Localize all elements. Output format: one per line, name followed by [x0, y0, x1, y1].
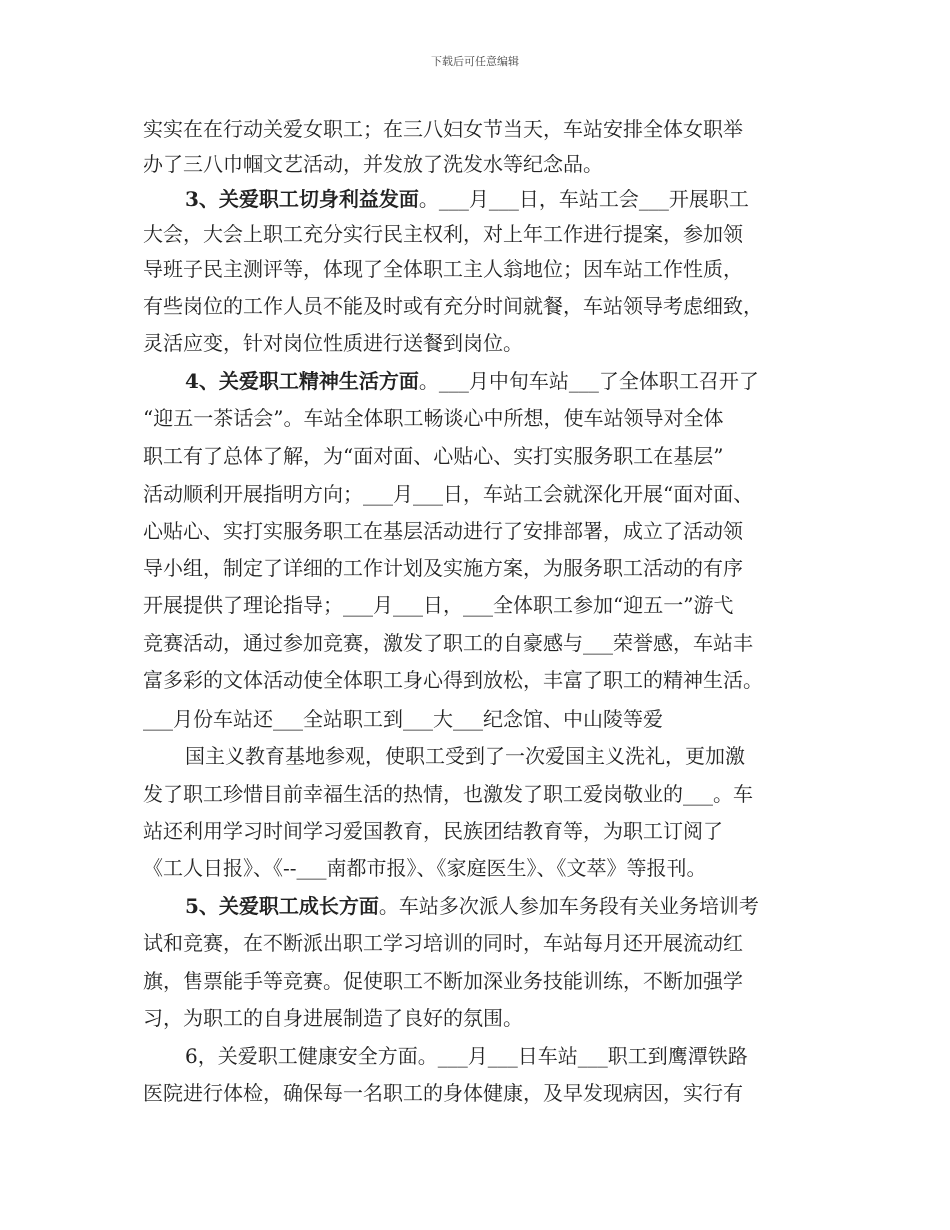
line-text: 旗，售票能手等竞赛。促使职工不断加深业务技能训练，不断加强学: [143, 969, 743, 993]
text-line: [185, 369, 759, 393]
line-text: 《工人日报》、《--___南都市报》、《家庭医生》、《文萃》等报刊。: [143, 856, 707, 880]
text-line: [143, 782, 753, 806]
line-text: 职工有了总体了解，为“面对面、心贴心、实打实服务职工在基层”: [143, 444, 724, 468]
line-text: 有些岗位的工作人员不能及时或有充分时间就餐，车站领导考虑细致，: [143, 294, 763, 318]
line-text: ___月份车站还___全站职工到___大___纪念馆、中山陵等爱: [143, 707, 663, 731]
line-text: 开展提供了理论指导；___月___日，___全体职工参加“迎五一”游弋: [143, 593, 734, 617]
line-text: “迎五一茶话会”。车站全体职工畅谈心中所想，使车站领导对全体: [143, 406, 724, 430]
text-line: [143, 556, 743, 580]
bold-lead: 5、关爱职工成长方面: [185, 894, 379, 918]
line-text: 灵活应变，针对岗位性质进行送餐到岗位。: [143, 331, 523, 355]
text-line: [143, 631, 753, 655]
line-text: 站还利用学习时间学习爱国教育，民族团结教育等，为职工订阅了: [143, 819, 723, 843]
line-text: 习，为职工的自身进展制造了良好的氛围。: [143, 1006, 523, 1030]
line-text: 。车站多次派人参加车务段有关业务培训考: [378, 894, 759, 918]
line-text: 竞赛活动，通过参加竞赛，激发了职工的自豪感与___荣誉感，车站丰: [143, 631, 753, 655]
text-line: [143, 519, 743, 543]
text-line: [143, 819, 723, 843]
text-line: [143, 707, 663, 731]
text-line: [143, 117, 743, 141]
line-text: 发了职工珍惜目前幸福生活的热情，也激发了职工爱岗敬业的___。车: [143, 782, 753, 806]
text-line: [143, 222, 743, 246]
line-text: 国主义教育基地参观，使职工受到了一次爱国主义洗礼，更加激: [185, 744, 745, 768]
text-line: [185, 1044, 748, 1068]
text-line: [143, 856, 707, 880]
text-line: [185, 187, 749, 211]
line-text: 心贴心、实打实服务职工在基层活动进行了安排部署，成立了活动领: [143, 519, 743, 543]
line-text: 导小组，制定了详细的工作计划及实施方案，为服务职工活动的有序: [143, 556, 743, 580]
line-text: 医院进行体检，确保每一名职工的身体健康，及早发现病因，实行有: [143, 1081, 743, 1105]
text-line: [143, 931, 743, 955]
text-line: [143, 969, 743, 993]
line-text: 大会，大会上职工充分实行民主权利，对上年工作进行提案，参加领: [143, 222, 743, 246]
text-line: [143, 593, 733, 617]
text-line: [185, 894, 759, 918]
line-text: 6，关爱职工健康安全方面。___月___日车站___职工到鹰潭铁路: [185, 1044, 748, 1068]
line-text: 。___月中旬车站___了全体职工召开了: [418, 369, 759, 393]
line-text: 导班子民主测评等，体现了全体职工主人翁地位；因车站工作性质，: [143, 257, 743, 281]
page-header: 下载后可任意编辑: [431, 55, 519, 68]
line-text: 办了三八巾帼文艺活动，并发放了洗发水等纪念品。: [143, 152, 603, 176]
text-line: [143, 294, 763, 318]
text-line: [143, 406, 723, 430]
text-line: [143, 1081, 743, 1105]
line-text: 活动顺利开展指明方向；___月___日，车站工会就深化开展“面对面、: [143, 482, 754, 506]
text-line: [143, 257, 743, 281]
line-text: 富多彩的文体活动使全体职工身心得到放松，丰富了职工的精神生活。: [143, 668, 763, 692]
text-line: [143, 1006, 523, 1030]
text-line: [143, 152, 603, 176]
line-text: 试和竞赛，在不断派出职工学习培训的同时，车站每月还开展流动红: [143, 931, 743, 955]
text-line: [143, 668, 763, 692]
line-text: 。___月___日，车站工会___开展职工: [418, 187, 749, 211]
text-line: [143, 444, 723, 468]
text-line: [143, 331, 523, 355]
bold-lead: 4、关爱职工精神生活方面: [185, 369, 419, 393]
bold-lead: 3、关爱职工切身利益发面: [185, 187, 419, 211]
text-line: [143, 482, 753, 506]
text-line: [185, 744, 745, 768]
line-text: 实实在在行动关爱女职工；在三八妇女节当天，车站安排全体女职举: [143, 117, 743, 141]
